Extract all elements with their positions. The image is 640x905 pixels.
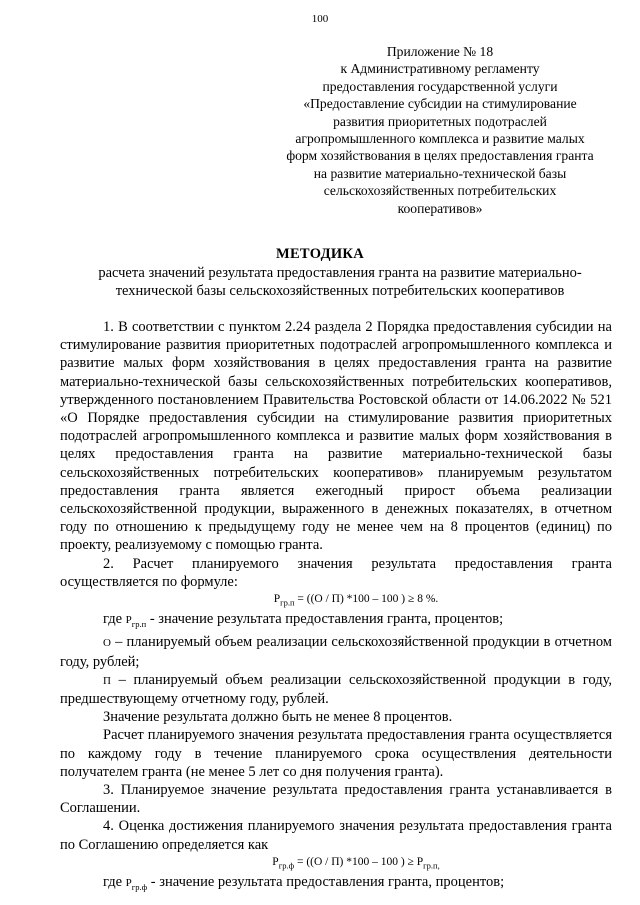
- appendix-line: предоставления государственной услуги: [322, 78, 558, 94]
- document-body: [60, 318, 612, 896]
- definition-subscript: гр.п: [131, 619, 147, 630]
- appendix-line: «Предоставление субсидии на стимулирование: [303, 96, 577, 112]
- definition-actual-result: [60, 873, 612, 896]
- definition-symbol: P: [125, 877, 132, 890]
- definition-o: [60, 633, 612, 670]
- definition-p: [60, 671, 612, 708]
- appendix-line: развития приоритетных подотраслей: [333, 113, 547, 129]
- formula-symbol: P: [272, 855, 279, 868]
- formula-planned: [60, 591, 612, 610]
- formula-subscript: гр.п: [280, 597, 295, 608]
- paragraph-1: 1. В соответствии с пунктом 2.24 раздела 2 Порядка предоставления субсидии на стимулирование развития приоритетных подотраслей агропромышленного комплекса и развитие малых форм хозяйствования в целях предоставления гранта на развитие материально-технической базы сельскохозяйственных потребительских кооперативов, утвержденного постановлением Правительства Ростовской области от 14.06.2022 № 521 «О Порядке предоставления субсидии на стимулирование развития приоритетных подотраслей агропромышленного комплекса и развитие малых форм хозяйствования в целях предоставления гранта на развитие материально-технической базы сельскохозяйственных потребительских кооперативов» планируемым результатом предоставления гранта является ежегодный прирост объема реализации сельскохозяйственной продукции, выраженного в денежных показателях, в отчетном году по отношению к предыдущему году не менее чем на 8 процентов (единиц) по проекту, реализуемому с помощью гранта.: [60, 319, 612, 554]
- definition-prefix: где: [103, 874, 126, 891]
- formula-expression: = ((О / П) *100 – 100 ) ≥ P: [294, 855, 424, 868]
- paragraph-calculation: Расчет планируемого значения результата предоставления гранта осуществляется по каждому году в течение планируемого срока осуществления деятельности получателем гранта (не менее 5 лет со дня получения гранта).: [60, 727, 612, 780]
- definition-text: – планируемый объем реализации сельскохозяйственной продукции в году, предшествующему отчетному году, рублей.: [60, 671, 612, 708]
- appendix-line: на развитие материально-технической базы: [313, 165, 567, 181]
- definition-symbol: П: [103, 674, 111, 687]
- paragraph-minimum-value: Значение результата должно быть не менее 8 процентов.: [103, 709, 453, 726]
- paragraph-4: 4. Оценка достижения планируемого значения результата предоставления гранта по Соглашению определяется как: [60, 818, 612, 853]
- formula-actual: [60, 854, 612, 873]
- formula-symbol: P: [273, 593, 281, 606]
- definition-text: - значение результата предоставления гранта, процентов;: [147, 874, 505, 891]
- appendix-line: форм хозяйствования в целях предоставления гранта: [286, 148, 594, 164]
- definition-prefix: где: [103, 611, 126, 628]
- definition-subscript: гр.ф: [131, 882, 148, 893]
- paragraph-3: 3. Планируемое значение результата предоставления гранта устанавливается в Соглашении.: [60, 782, 612, 817]
- formula-expression: = ((О / П) *100 – 100 ) ≥ 8 %.: [294, 593, 439, 606]
- appendix-line: Приложение № 18: [386, 44, 494, 59]
- appendix-line: агропромышленного комплекса и развитие малых: [295, 131, 585, 147]
- formula-subscript: гр.ф: [278, 860, 295, 871]
- definition-text: – планируемый объем реализации сельскохозяйственной продукции в отчетном году, рублей;: [60, 634, 612, 670]
- document-title: МЕТОДИКА: [275, 246, 365, 262]
- appendix-line: сельскохозяйственных потребительских: [323, 183, 557, 199]
- definition-text: - значение результата предоставления гранта, процентов;: [146, 611, 504, 628]
- definition-symbol: P: [125, 614, 132, 627]
- appendix-header: [262, 43, 618, 217]
- appendix-line: к Административному регламенту: [340, 61, 540, 77]
- paragraph-2: 2. Расчет планируемого значения результата предоставления гранта осуществляется по формуле:: [60, 555, 612, 590]
- document-subtitle: расчета значений результата предоставления гранта на развитие материально-технической базы сельскохозяйственных потребительских кооперативов: [98, 265, 582, 299]
- definition-symbol: О: [103, 637, 111, 650]
- definition-planned-result: [60, 610, 612, 633]
- formula-subscript-2: гр.п,: [423, 860, 440, 871]
- appendix-line: кооперативов»: [397, 200, 483, 216]
- page-number: 100: [311, 13, 329, 25]
